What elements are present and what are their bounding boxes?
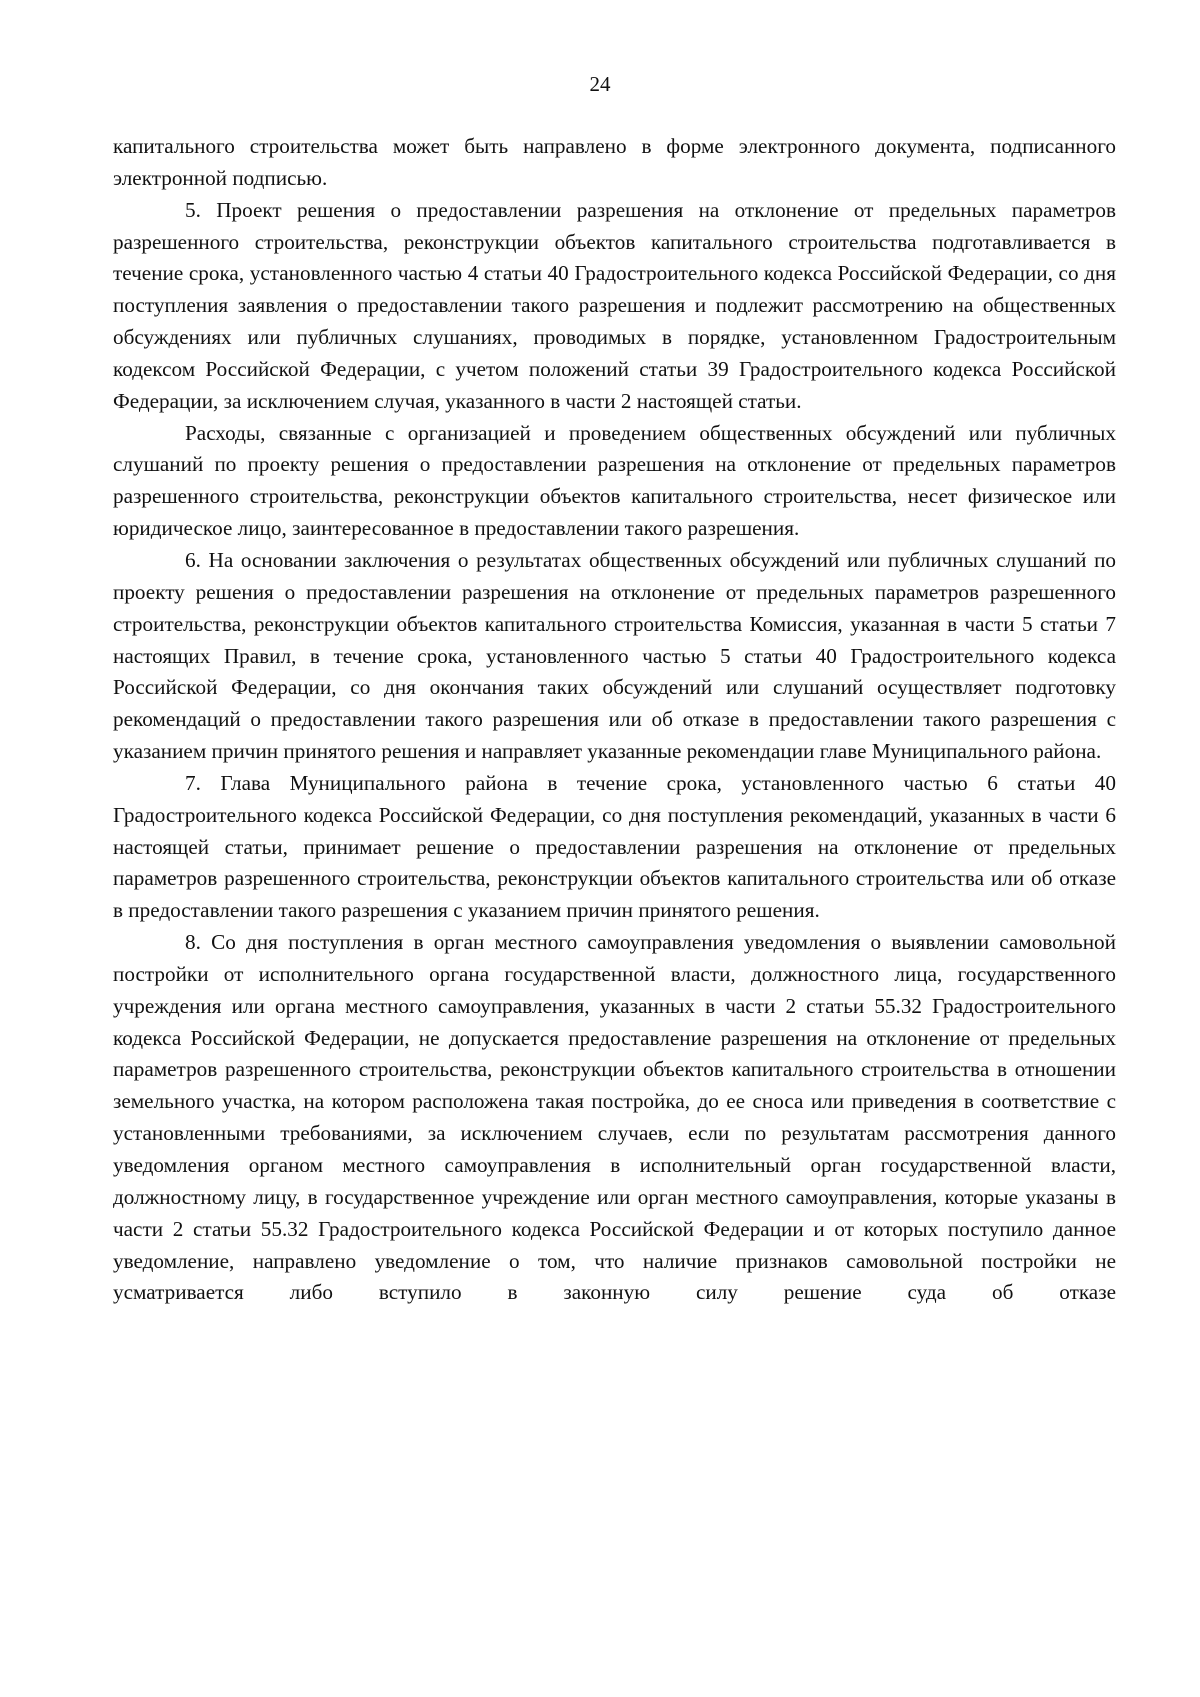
paragraph-item-6: 6. На основании заключения о результатах общественных обсуждений или публичных слушаний по проекту решения о предоставлении разрешения на отклонение от предельных параметров разрешенного строительства, реконструкции объектов капитального строительства Комиссия, указанная в части 5 статьи 7 настоящих Правил, в течение срока, установленного частью 5 статьи 40 Градостроительного кодекса Российской Федерации, со дня окончания таких обсуждений или слушаний осуществляет подготовку рекомендаций о предоставлении такого разрешения или об отказе в предоставлении такого разрешения с указанием причин принятого решения и направляет указанные рекомендации главе Муниципального района. [113, 547, 1116, 764]
document-body [113, 131, 1116, 1309]
paragraph-continuation: капитального строительства может быть направлено в форме электронного документа, подписанного электронной подписью. [113, 134, 1116, 190]
paragraph-item-7: 7. Глава Муниципального района в течение срока, установленного частью 6 статьи 40 Градостроительного кодекса Российской Федерации, со дня поступления рекомендаций, указанных в части 6 настоящей статьи, принимает решение о предоставлении разрешения на отклонение от предельных параметров разрешенного строительства, реконструкции объектов капитального строительства или об отказе в предоставлении такого разрешения с указанием причин принятого решения. [113, 770, 1116, 923]
page-number: 24 [589, 72, 611, 96]
paragraph-item-8: 8. Со дня поступления в орган местного самоуправления уведомления о выявлении самовольной постройки от исполнительного органа государственной власти, должностного лица, государственного учреждения или органа местного самоуправления, указанных в части 2 статьи 55.32 Градостроительного кодекса Российской Федерации, не допускается предоставление разрешения на отклонение от предельных параметров разрешенного строительства, реконструкции объектов капитального строительства в отношении земельного участка, на котором расположена такая постройка, до ее сноса или приведения в соответствие с установленными требованиями, за исключением случаев, если по результатам рассмотрения данного уведомления органом местного самоуправления в исполнительный орган государственной власти, должностному лицу, в государственное учреждение или орган местного самоуправления, которые указаны в части 2 статьи 55.32 Градостроительного кодекса Российской Федерации и от которых поступило данное уведомление, направлено уведомление о том, что наличие признаков самовольной постройки не усматривается либо вступило в законную силу решение суда об отказе [113, 930, 1116, 1305]
paragraph-expenses: Расходы, связанные с организацией и проведением общественных обсуждений или публичных слушаний по проекту решения о предоставлении разрешения на отклонение от предельных параметров разрешенного строительства, реконструкции объектов капитального строительства, несет физическое или юридическое лицо, заинтересованное в предоставлении такого разрешения. [113, 420, 1116, 541]
paragraph-item-5: 5. Проект решения о предоставлении разрешения на отклонение от предельных параметров разрешенного строительства, реконструкции объектов капитального строительства подготавливается в течение срока, установленного частью 4 статьи 40 Градостроительного кодекса Российской Федерации, со дня поступления заявления о предоставлении такого разрешения и подлежит рассмотрению на общественных обсуждениях или публичных слушаниях, проводимых в порядке, установленном Градостроительным кодексом Российской Федерации, с учетом положений статьи 39 Градостроительного кодекса Российской Федерации, за исключением случая, указанного в части 2 настоящей статьи. [113, 197, 1116, 413]
